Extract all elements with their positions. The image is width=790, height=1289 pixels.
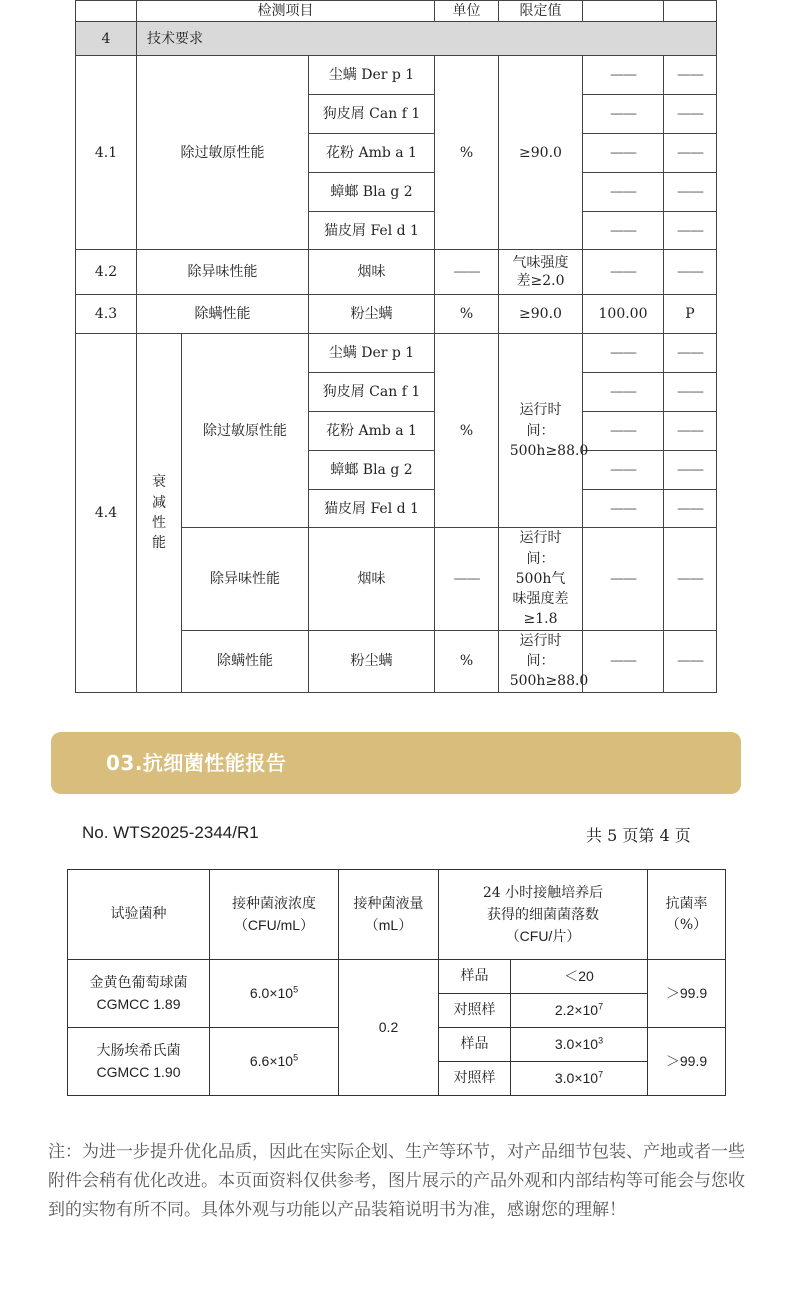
header-result: [583, 1, 664, 22]
allergen-test-table: [75, 0, 717, 693]
row-item: 除异味性能: [182, 528, 309, 630]
row-sub: 烟味: [309, 528, 435, 630]
result-cell: ——: [583, 134, 664, 173]
row-item: 除螨性能: [137, 295, 309, 334]
control-count: $2.2\times 10^7$: [511, 994, 648, 1028]
table-row: [76, 250, 717, 295]
group-label: 衰减性能: [137, 334, 182, 692]
section-no: 4: [76, 22, 137, 56]
result-cell: ——: [583, 95, 664, 134]
row-unit: ——: [435, 250, 499, 295]
result-cell: ——: [583, 412, 664, 451]
table-row: [68, 960, 726, 994]
allergen-name: 猫皮屑 Fel d 1: [309, 490, 435, 528]
report-number: No. WTS2025-2344/R1: [82, 823, 259, 842]
page-indicator: 共 5 页第 4 页: [586, 826, 691, 845]
row-item: 除螨性能: [182, 630, 309, 692]
result-cell: ——: [583, 212, 664, 250]
header-concentration: 接种菌液浓度 （CFU/mL）: [210, 870, 339, 960]
verdict-cell: ——: [664, 212, 717, 250]
sample-count: $3.0\times 10^3$: [511, 1028, 648, 1062]
row-no: 4.4: [76, 334, 137, 692]
section-title: 技术要求: [137, 22, 717, 56]
allergen-name: 蟑螂 Bla g 2: [309, 173, 435, 212]
table-row: [76, 295, 717, 334]
result-cell: ——: [583, 56, 664, 95]
header-unit: 单位: [435, 1, 499, 22]
section-row: [76, 22, 717, 56]
concentration-cell: $6.6\times 10^5$: [210, 1028, 339, 1096]
table-header-row: [68, 870, 726, 960]
allergen-name: 尘螨 Der p 1: [309, 56, 435, 95]
row-limit: 气味强度差≥2.0: [499, 250, 583, 295]
table-header-row: [76, 1, 717, 22]
sample-count: ＜20: [511, 960, 648, 994]
row-unit: %: [435, 630, 499, 692]
control-label: 对照样: [439, 1062, 511, 1096]
row-unit: ——: [435, 528, 499, 630]
verdict-cell: ——: [664, 528, 717, 630]
verdict-cell: ——: [664, 451, 717, 490]
allergen-name: 蟑螂 Bla g 2: [309, 451, 435, 490]
result-cell: ——: [583, 373, 664, 412]
strain-cell: 大肠埃希氏菌 CGMCC 1.90: [68, 1028, 210, 1096]
allergen-name: 花粉 Amb a 1: [309, 412, 435, 451]
header-limit: 限定值: [499, 1, 583, 22]
table-row: [76, 56, 717, 95]
allergen-name: 花粉 Amb a 1: [309, 134, 435, 173]
result-cell: ——: [583, 250, 664, 295]
header-rate: 抗菌率 （%）: [648, 870, 726, 960]
banner-title: 03.抗细菌性能报告: [106, 751, 287, 775]
section-banner: [51, 732, 741, 794]
footnote: 注：为进一步提升优化品质，因此在实际企划、生产等环节，对产品细节包装、产地或者一些附件会稍有优化改进。本页面资料仅供参考，图片展示的产品外观和内部结构等可能会与您收到的实物有所不同。具体外观与功能以产品装箱说明书为准，感谢您的理解！: [48, 1142, 745, 1220]
volume-cell: 0.2: [339, 960, 439, 1096]
verdict-cell: ——: [664, 134, 717, 173]
row-limit: ≥90.0: [499, 56, 583, 250]
sample-label: 样品: [439, 1028, 511, 1062]
verdict-cell: ——: [664, 334, 717, 373]
result-cell: ——: [583, 334, 664, 373]
verdict-cell: ——: [664, 373, 717, 412]
allergen-name: 狗皮屑 Can f 1: [309, 373, 435, 412]
row-limit: 运行时间：500h≥88.0: [499, 630, 583, 692]
result-cell: ——: [583, 451, 664, 490]
rate-cell: ＞99.9: [648, 960, 726, 1028]
row-unit: %: [435, 334, 499, 528]
header-item: 检测项目: [137, 1, 435, 22]
strain-cell: 金黄色葡萄球菌 CGMCC 1.89: [68, 960, 210, 1028]
row-no: 4.1: [76, 56, 137, 250]
allergen-name: 猫皮屑 Fel d 1: [309, 212, 435, 250]
header-colony-count: 24 小时接触培养后获得的细菌菌落数 （CFU/片）: [439, 870, 648, 960]
allergen-name: 狗皮屑 Can f 1: [309, 95, 435, 134]
row-item: 除异味性能: [137, 250, 309, 295]
row-sub: 粉尘螨: [309, 630, 435, 692]
verdict-cell: ——: [664, 95, 717, 134]
result-cell: ——: [583, 630, 664, 692]
result-cell: ——: [583, 490, 664, 528]
rate-cell: ＞99.9: [648, 1028, 726, 1096]
verdict-cell: ——: [664, 412, 717, 451]
row-no: 4.2: [76, 250, 137, 295]
sample-label: 样品: [439, 960, 511, 994]
table-row: [76, 334, 717, 373]
verdict-cell: ——: [664, 490, 717, 528]
header-strain: 试验菌种: [68, 870, 210, 960]
header-volume: 接种菌液量 （mL）: [339, 870, 439, 960]
control-count: $3.0\times 10^7$: [511, 1062, 648, 1096]
header-no: [76, 1, 137, 22]
header-verdict: [664, 1, 717, 22]
row-limit: 运行时间：500h≥88.0: [499, 334, 583, 528]
verdict-cell: ——: [664, 250, 717, 295]
control-label: 对照样: [439, 994, 511, 1028]
row-limit: ≥90.0: [499, 295, 583, 334]
result-cell: ——: [583, 528, 664, 630]
verdict-cell: P: [664, 295, 717, 334]
result-cell: ——: [583, 173, 664, 212]
result-cell: 100.00: [583, 295, 664, 334]
verdict-cell: ——: [664, 56, 717, 95]
row-unit: %: [435, 295, 499, 334]
allergen-name: 尘螨 Der p 1: [309, 334, 435, 373]
row-item: 除过敏原性能: [137, 56, 309, 250]
row-sub: 粉尘螨: [309, 295, 435, 334]
row-item: 除过敏原性能: [182, 334, 309, 528]
verdict-cell: ——: [664, 173, 717, 212]
row-no: 4.3: [76, 295, 137, 334]
verdict-cell: ——: [664, 630, 717, 692]
row-sub: 烟味: [309, 250, 435, 295]
concentration-cell: $6.0\times 10^5$: [210, 960, 339, 1028]
row-limit: 运行时间：500h气味强度差≥1.8: [499, 528, 583, 630]
row-unit: %: [435, 56, 499, 250]
antibacterial-table: [67, 869, 726, 1096]
